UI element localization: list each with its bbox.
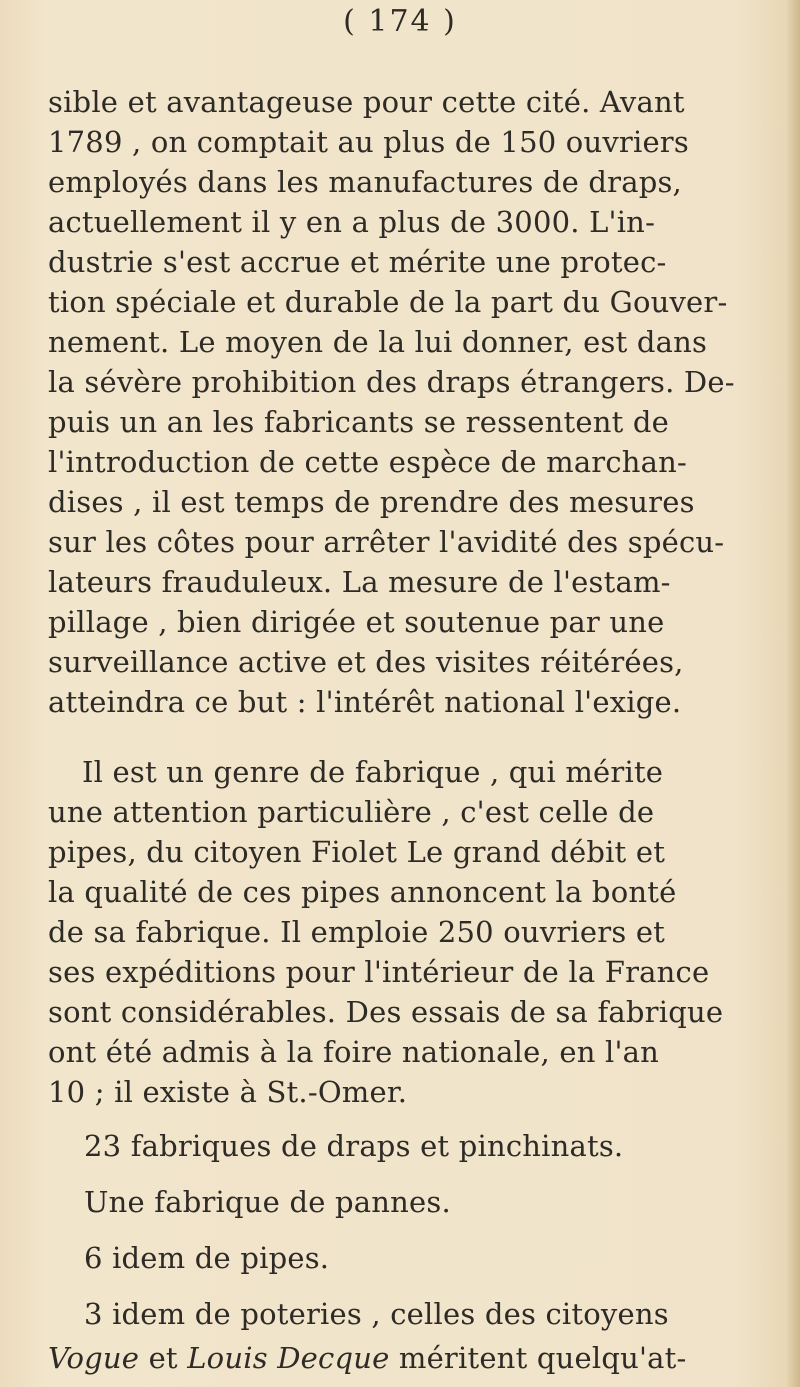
list-item: 3 idem de poteries , celles des citoyens (84, 1297, 669, 1331)
text-line: employés dans les manufactures de draps, (48, 165, 682, 199)
paragraph-start: Il est un genre de fabrique , qui mérite (82, 755, 664, 789)
text-line: 10 ; il existe à St.-Omer. (48, 1075, 408, 1109)
text-line: ont été admis à la foire nationale, en l'an (48, 1035, 660, 1069)
text-line: sont considérables. Des essais de sa fabrique (48, 995, 724, 1029)
text-line: la sévère prohibition des draps étrangers. De- (48, 365, 735, 399)
text-line: nement. Le moyen de la lui donner, est dans (48, 325, 708, 359)
text-line: ses expéditions pour l'intérieur de la France (48, 955, 710, 989)
text-line: tion spéciale et durable de la part du Gouver- (48, 285, 728, 319)
list-item: 6 idem de pipes. (84, 1241, 330, 1275)
page-number: ( 174 ) (343, 4, 457, 39)
text-line: actuellement il y en a plus de 3000. L'in- (48, 205, 656, 239)
text-line-last (48, 1340, 686, 1376)
text-line: puis un an les fabricants se ressentent de (48, 405, 669, 439)
text-line: lateurs frauduleux. La mesure de l'estam- (48, 565, 671, 599)
text-line: de sa fabrique. Il emploie 250 ouvriers et (48, 915, 666, 949)
list-item: 23 fabriques de draps et pinchinats. (84, 1129, 624, 1163)
text-line: dises , il est temps de prendre des mesures (48, 485, 695, 519)
text-line: atteindra ce but : l'intérêt national l'exige. (48, 685, 682, 719)
text-line: pipes, du citoyen Fiolet Le grand débit et (48, 835, 666, 869)
citizen-name: Louis Decque (187, 1341, 390, 1375)
text-line: dustrie s'est accrue et mérite une protec- (48, 245, 667, 279)
citizen-name: Vogue (48, 1341, 140, 1375)
text-line: l'introduction de cette espèce de marchan- (48, 445, 688, 479)
line-continuation: méritent quelqu'at- (389, 1341, 687, 1375)
text-line: pillage , bien dirigée et soutenue par une (48, 605, 665, 639)
text-line: la qualité de ces pipes annoncent la bonté (48, 875, 677, 909)
text-line: une attention particulière , c'est celle de (48, 795, 655, 829)
text-line: sur les côtes pour arrêter l'avidité des spécu- (48, 525, 725, 559)
text-line: surveillance active et des visites réitérées, (48, 645, 684, 679)
list-item: Une fabrique de pannes. (84, 1185, 451, 1219)
text-line: sible et avantageuse pour cette cité. Avant (48, 85, 685, 119)
text-line: 1789 , on comptait au plus de 150 ouvriers (48, 125, 689, 159)
connector-text: et (139, 1341, 188, 1375)
page-edge-shadow (786, 0, 800, 1387)
